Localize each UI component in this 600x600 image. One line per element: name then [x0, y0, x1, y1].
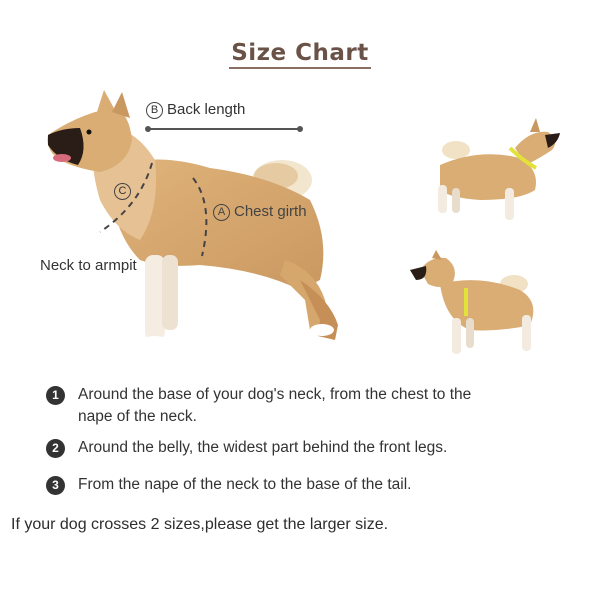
instruction-1: 1 Around the base of your dog's neck, from the chest to the nape of the neck. — [48, 384, 488, 428]
size-note: If your dog crosses 2 sizes,please get the larger size. — [11, 516, 389, 533]
neck-marker: C — [114, 182, 135, 200]
step-number-1: 1 — [46, 386, 65, 405]
page-title: Size Chart — [0, 40, 600, 66]
step-number-2: 2 — [46, 439, 65, 458]
chest-girth-label: A Chest girth — [213, 203, 307, 221]
neck-to-armpit-label: Neck to armpit — [40, 257, 137, 274]
back-length-label: B Back length — [146, 101, 245, 119]
step-number-3: 3 — [46, 476, 65, 495]
instruction-3: 3 From the nape of the neck to the base of the tail. — [48, 474, 498, 496]
instruction-2: 2 Around the belly, the widest part behind the front legs. — [48, 437, 498, 459]
